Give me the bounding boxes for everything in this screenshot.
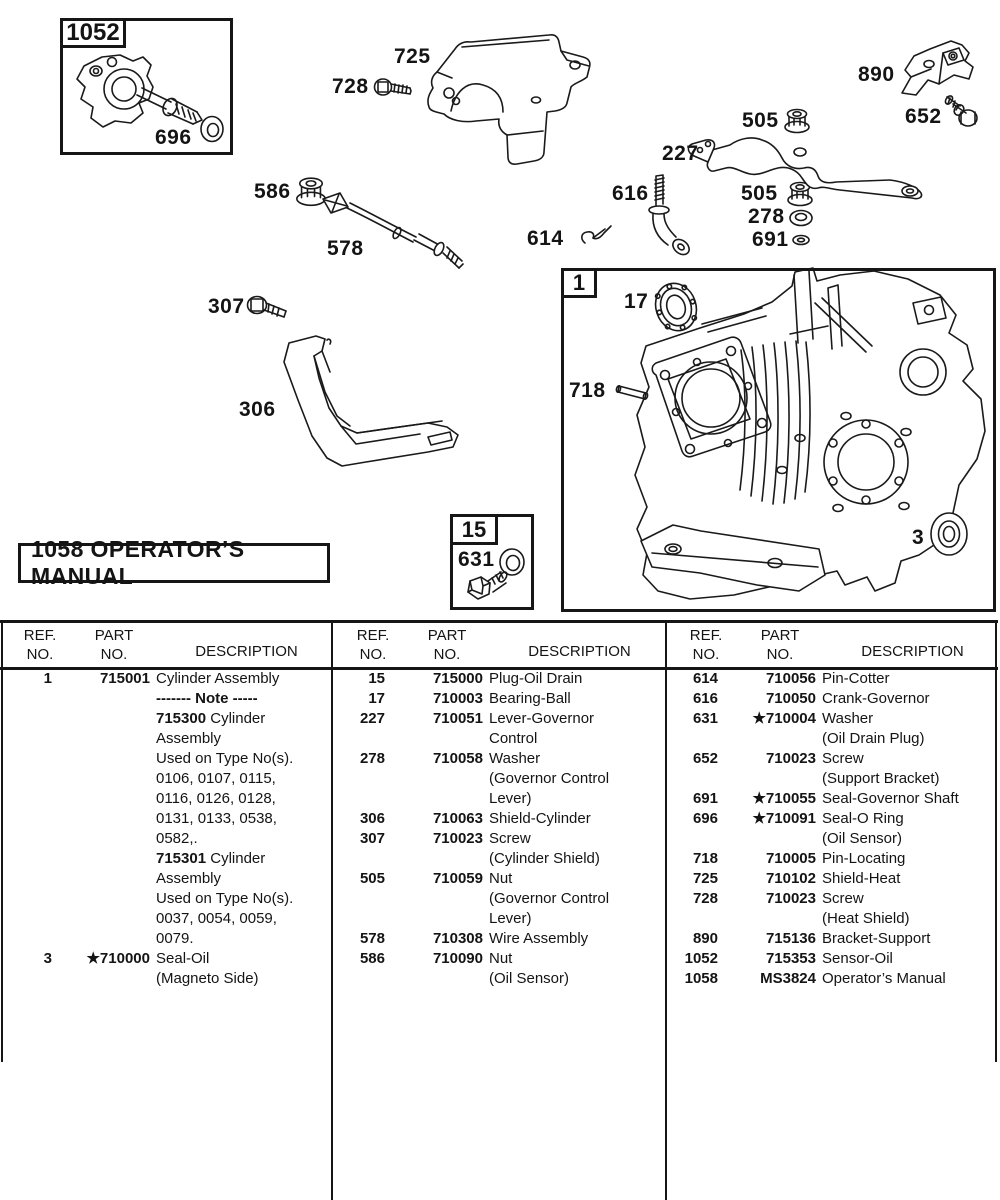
inset-box-1052 xyxy=(60,18,233,155)
callout-725: 725 xyxy=(394,45,431,68)
header-part-line1: PART xyxy=(94,627,134,644)
description-cell xyxy=(489,709,664,749)
ref-no-cell: 578 xyxy=(359,930,385,947)
part-no-header xyxy=(734,626,826,661)
description-line: (Oil Sensor) xyxy=(822,830,903,847)
callout-306: 306 xyxy=(239,398,276,421)
description-line: Assembly xyxy=(156,870,222,887)
callout-17: 17 xyxy=(624,290,649,313)
description-cell xyxy=(489,829,664,869)
box-label-text: 1052 xyxy=(66,19,120,46)
description-line: Bracket-Support xyxy=(822,930,931,947)
callout-505-upper: 505 xyxy=(742,109,779,132)
ref-no-cell: 3 xyxy=(43,950,52,967)
description-cell xyxy=(156,949,331,989)
governor-crank-drawing xyxy=(649,175,692,258)
description-line: Cylinder Assembly xyxy=(156,670,280,687)
ref-no-cell: 718 xyxy=(692,850,718,867)
table-row xyxy=(668,789,997,809)
description-cell xyxy=(489,749,664,809)
ref-no-cell: 631 xyxy=(692,710,718,727)
description-line: 0116, 0126, 0128, xyxy=(156,790,276,807)
description-cell xyxy=(822,709,997,749)
table-row xyxy=(668,869,997,889)
table-row xyxy=(668,949,997,969)
description-line: 0131, 0133, 0538, xyxy=(156,810,277,827)
seal-691-drawing xyxy=(793,236,809,245)
callout-890: 890 xyxy=(858,63,895,86)
callout-505-lower: 505 xyxy=(741,182,778,205)
description-cell xyxy=(822,809,997,849)
description-line: (Oil Drain Plug) xyxy=(822,730,925,747)
description-line: 0582,. xyxy=(156,830,198,847)
nut-505-upper-drawing xyxy=(785,110,809,133)
header-part-line2: NO. xyxy=(100,646,128,663)
box-label-text: 15 xyxy=(461,516,487,542)
description-line: (Support Bracket) xyxy=(822,770,940,787)
description-line: Washer xyxy=(822,710,874,727)
table-row xyxy=(2,669,331,949)
part-no-cell: 715000 xyxy=(432,670,483,687)
header-part-line1: PART xyxy=(760,627,800,644)
callout-578: 578 xyxy=(327,237,364,260)
ref-no-cell: 586 xyxy=(359,950,385,967)
description-line: Seal-Oil xyxy=(156,950,210,967)
description-line: Screw xyxy=(822,750,864,767)
description-line: Nut xyxy=(489,950,513,967)
description-cell xyxy=(822,869,997,889)
part-no-cell: 710023 xyxy=(765,890,816,907)
ref-no-cell: 728 xyxy=(692,890,718,907)
callout-586: 586 xyxy=(254,180,291,203)
callout-227: 227 xyxy=(662,142,699,165)
header-ref-line2: NO. xyxy=(359,646,387,663)
table-row xyxy=(668,969,997,989)
parts-column-3 xyxy=(666,620,999,1200)
part-no-header xyxy=(68,626,160,661)
description-line: Crank-Governor xyxy=(822,690,930,707)
callout-691: 691 xyxy=(752,228,789,251)
ref-no-cell: 1 xyxy=(43,670,52,687)
ref-no-header xyxy=(678,626,734,661)
header-part-line2: NO. xyxy=(433,646,461,663)
description-line: Sensor-Oil xyxy=(822,950,893,967)
description-header: DESCRIPTION xyxy=(195,643,298,660)
table-row xyxy=(335,949,664,989)
heat-shield-drawing xyxy=(428,35,590,164)
cotter-pin-drawing xyxy=(582,226,611,243)
table-row xyxy=(668,889,997,929)
header-ref-line1: REF. xyxy=(23,627,57,644)
part-no-cell: 710308 xyxy=(432,930,483,947)
callout-728: 728 xyxy=(332,75,369,98)
description-line: Seal-O Ring xyxy=(822,810,904,827)
table-row xyxy=(335,869,664,929)
description-line: (Magneto Side) xyxy=(156,970,259,987)
part-no-cell: ★710004 xyxy=(752,710,816,727)
ref-no-cell: 616 xyxy=(692,690,718,707)
description-cell xyxy=(822,949,997,969)
box-label-text: 1 xyxy=(572,270,586,295)
description-header: DESCRIPTION xyxy=(861,643,964,660)
description-line: (Governor Control xyxy=(489,890,610,907)
inset-box-1052-label xyxy=(60,18,126,48)
header-ref-line2: NO. xyxy=(692,646,720,663)
description-line: 715301 Cylinder xyxy=(156,850,266,867)
header-ref-line1: REF. xyxy=(356,627,390,644)
part-no-cell: MS3824 xyxy=(760,970,816,987)
description-line: Seal-Governor Shaft xyxy=(822,790,959,807)
callout-631: 631 xyxy=(458,548,495,571)
ref-no-cell: 227 xyxy=(359,710,385,727)
part-no-cell: 710023 xyxy=(765,750,816,767)
description-line: Lever-Governor xyxy=(489,710,595,727)
description-line: Operator’s Manual xyxy=(822,970,946,987)
operators-manual-label: 1058 OPERATOR’S MANUAL xyxy=(31,536,245,589)
description-line: Shield-Cylinder xyxy=(489,810,591,827)
description-cell xyxy=(489,929,664,949)
table-row xyxy=(335,929,664,949)
inset-box-1-label xyxy=(561,268,597,298)
parts-column-rows xyxy=(333,661,666,989)
inset-box-15-label xyxy=(450,514,498,545)
description-cell xyxy=(489,689,664,709)
ref-no-cell: 614 xyxy=(692,670,718,687)
description-cell xyxy=(156,669,331,949)
operators-manual-box xyxy=(18,536,330,589)
description-cell xyxy=(489,669,664,689)
description-cell xyxy=(822,929,997,949)
part-no-cell: 715001 xyxy=(99,670,150,687)
description-line: (Oil Sensor) xyxy=(489,970,570,987)
part-no-cell: 710023 xyxy=(432,830,483,847)
description-cell xyxy=(822,849,997,869)
callout-307: 307 xyxy=(208,295,245,318)
description-cell xyxy=(489,869,664,929)
part-no-cell: 710090 xyxy=(432,950,483,967)
description-cell xyxy=(822,889,997,929)
part-no-cell: 710059 xyxy=(432,870,483,887)
nut-586-drawing xyxy=(297,178,325,205)
part-no-cell: ★710055 xyxy=(752,790,816,807)
table-row xyxy=(335,749,664,809)
support-bracket-drawing xyxy=(902,41,973,95)
header-ref-line1: REF. xyxy=(689,627,723,644)
part-no-cell: 710102 xyxy=(765,870,816,887)
table-header xyxy=(333,620,666,661)
part-no-cell: 710050 xyxy=(765,690,816,707)
table-row xyxy=(335,829,664,869)
description-cell xyxy=(822,669,997,689)
callout-616: 616 xyxy=(612,182,649,205)
screw-307-drawing xyxy=(248,297,287,318)
part-no-cell: 715136 xyxy=(765,930,816,947)
callout-3: 3 xyxy=(912,526,925,549)
part-no-cell: ★710000 xyxy=(86,950,150,967)
description-line: (Cylinder Shield) xyxy=(489,850,600,867)
description-line: 0106, 0107, 0115, xyxy=(156,770,276,787)
description-line: Screw xyxy=(822,890,864,907)
description-line: Assembly xyxy=(156,730,222,747)
description-line: 0079. xyxy=(156,930,194,947)
part-no-cell: 710005 xyxy=(765,850,816,867)
ref-no-cell: 696 xyxy=(692,810,718,827)
description-line: Screw xyxy=(489,830,531,847)
header-part-line2: NO. xyxy=(766,646,794,663)
ref-no-cell: 1058 xyxy=(684,970,718,987)
cylinder-shield-drawing xyxy=(284,336,458,466)
description-line: Shield-Heat xyxy=(822,870,901,887)
part-no-cell: 710056 xyxy=(765,670,816,687)
screw-728-drawing xyxy=(375,79,412,95)
description-cell xyxy=(822,789,997,809)
ref-no-header xyxy=(345,626,401,661)
table-row xyxy=(2,949,331,989)
ref-no-cell: 691 xyxy=(692,790,718,807)
part-no-header xyxy=(401,626,493,661)
description-line: (Heat Shield) xyxy=(822,910,910,927)
table-row xyxy=(335,809,664,829)
table-row xyxy=(668,749,997,789)
description-line: (Governor Control xyxy=(489,770,610,787)
table-row xyxy=(335,689,664,709)
table-row xyxy=(668,709,997,749)
description-cell xyxy=(822,749,997,789)
ref-no-header xyxy=(12,626,68,661)
table-header xyxy=(666,620,999,661)
header-part-line1: PART xyxy=(427,627,467,644)
callout-614: 614 xyxy=(527,227,564,250)
parts-column-1 xyxy=(0,620,333,1200)
part-no-cell: 710058 xyxy=(432,750,483,767)
header-ref-line2: NO. xyxy=(26,646,54,663)
description-line: Used on Type No(s). xyxy=(156,890,294,907)
table-row xyxy=(335,709,664,749)
callout-718: 718 xyxy=(569,379,606,402)
description-line: Lever) xyxy=(489,790,532,807)
ref-no-cell: 307 xyxy=(359,830,385,847)
ref-no-cell: 652 xyxy=(692,750,718,767)
description-line: Pin-Cotter xyxy=(822,670,890,687)
description-line: Used on Type No(s). xyxy=(156,750,294,767)
part-no-cell: 710063 xyxy=(432,810,483,827)
table-row xyxy=(668,669,997,689)
description-line: Lever) xyxy=(489,910,532,927)
callout-696: 696 xyxy=(155,126,192,149)
ref-no-cell: 17 xyxy=(368,690,385,707)
ref-no-cell: 306 xyxy=(359,810,385,827)
description-header: DESCRIPTION xyxy=(528,643,631,660)
description-line: Plug-Oil Drain xyxy=(489,670,583,687)
table-row xyxy=(668,849,997,869)
description-line: Washer xyxy=(489,750,541,767)
description-cell xyxy=(822,689,997,709)
part-no-cell: 710003 xyxy=(432,690,483,707)
ref-no-cell: 15 xyxy=(368,670,385,687)
description-line: Wire Assembly xyxy=(489,930,589,947)
description-line: Nut xyxy=(489,870,513,887)
washer-278-drawing xyxy=(790,211,812,226)
part-no-cell: 715353 xyxy=(765,950,816,967)
description-cell xyxy=(489,809,664,829)
table-row xyxy=(668,689,997,709)
description-line: Pin-Locating xyxy=(822,850,906,867)
part-no-cell: ★710091 xyxy=(752,810,816,827)
ref-no-cell: 890 xyxy=(692,930,718,947)
parts-column-2 xyxy=(333,620,666,1200)
description-line: Control xyxy=(489,730,538,747)
description-cell xyxy=(822,969,997,989)
description-cell xyxy=(489,949,664,989)
ref-no-cell: 1052 xyxy=(684,950,718,967)
table-row xyxy=(668,809,997,849)
ref-no-cell: 278 xyxy=(359,750,385,767)
description-line: Bearing-Ball xyxy=(489,690,571,707)
table-row xyxy=(668,929,997,949)
description-line: 0037, 0054, 0059, xyxy=(156,910,277,927)
inset-box-1 xyxy=(561,268,996,612)
parts-table xyxy=(0,620,1000,1200)
parts-column-rows xyxy=(666,661,999,989)
callout-652: 652 xyxy=(905,105,942,128)
ref-no-cell: 505 xyxy=(359,870,385,887)
parts-column-rows xyxy=(0,661,333,989)
table-header xyxy=(0,620,333,661)
description-line: 715300 Cylinder xyxy=(156,710,266,727)
screw-652-drawing xyxy=(944,95,977,126)
ref-no-cell: 725 xyxy=(692,870,718,887)
part-no-cell: 710051 xyxy=(432,710,483,727)
description-line: ------- Note ----- xyxy=(156,690,258,707)
table-row xyxy=(335,669,664,689)
callout-278: 278 xyxy=(748,205,785,228)
